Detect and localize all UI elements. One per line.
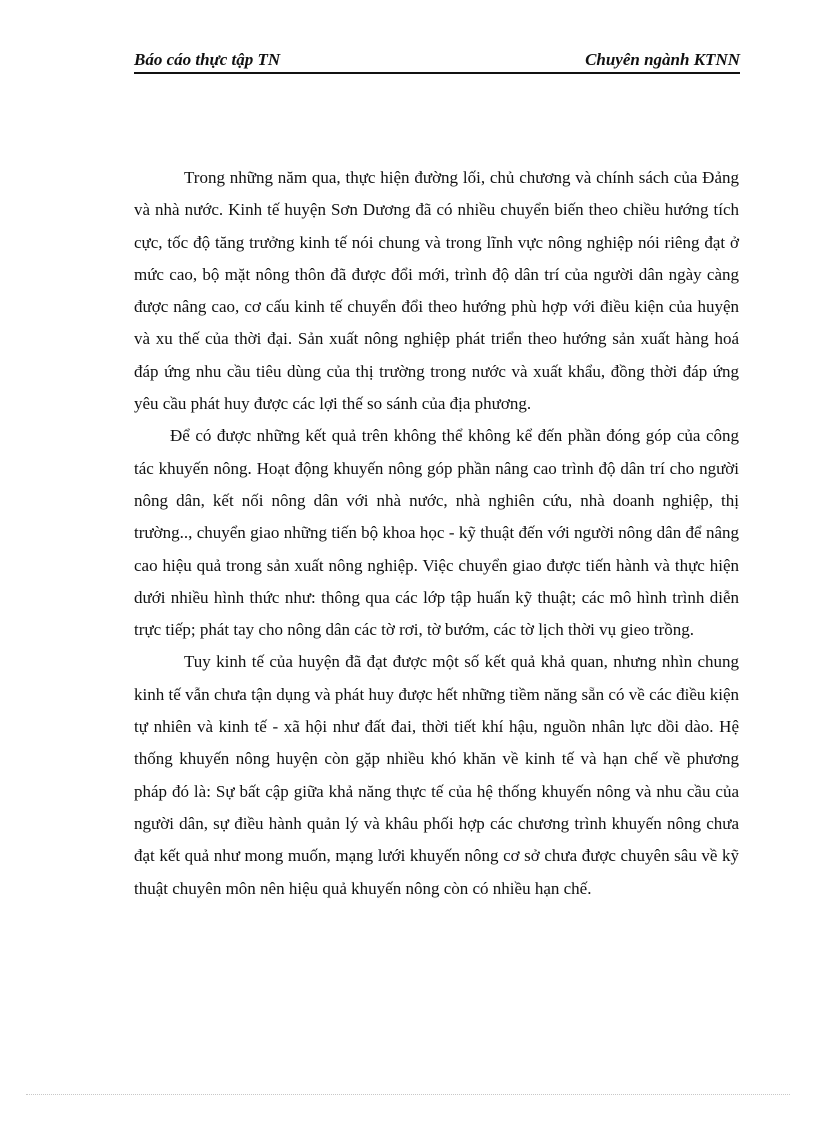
report-title: Báo cáo thực tập TN: [134, 50, 281, 69]
paragraph-1: Trong những năm qua, thực hiện đường lối, chủ chương và chính sách của Đảng và nhà nước. Kinh tế huyện Sơn Dương đã có nhiều chuyển biến theo chiều hướng tích cực, tốc độ tăng trưởng kinh tế nói chung và trong lĩnh vực nông nghiệp nói riêng đạt ở mức cao, bộ mặt nông thôn đã được đổi mới, trình độ dân trí của người dân ngày càng được nâng cao, cơ cấu kinh tế chuyển đổi theo hướng phù hợp với điều kiện của huyện và xu thế của thời đại. Sản xuất nông nghiệp phát triển theo hướng sản xuất hàng hoá đáp ứng nhu cầu tiêu dùng của thị trường trong nước và xuất khẩu, đồng thời đáp ứng yêu cầu phát huy được các lợi thế so sánh của địa phương.: [134, 168, 739, 414]
major-title: Chuyên ngành KTNN: [585, 50, 740, 69]
footer-divider: [26, 1094, 790, 1095]
body-text: [134, 162, 739, 905]
page-header: [134, 50, 740, 74]
paragraph-2: Để có được những kết quả trên không thể không kể đến phần đóng góp của công tác khuyến nông. Hoạt động khuyến nông góp phần nâng cao trình độ dân trí cho người nông dân, kết nối nông dân với nhà nước, nhà nghiên cứu, nhà doanh nghiệp, thị trường.., chuyển giao những tiến bộ khoa học - kỹ thuật đến với người nông dân để nâng cao hiệu quả trong sản xuất nông nghiệp. Việc chuyển giao được tiến hành và thực hiện dưới nhiều hình thức như: thông qua các lớp tập huấn kỹ thuật; các mô hình trình diễn trực tiếp; phát tay cho nông dân các tờ rơi, tờ bướm, các tờ lịch thời vụ gieo trồng.: [134, 426, 739, 640]
paragraph-3: Tuy kinh tế của huyện đã đạt được một số kết quả khả quan, nhưng nhìn chung kinh tế vẫn chưa tận dụng và phát huy được hết những tiềm năng sẵn có về các điều kiện tự nhiên và kinh tế - xã hội như đất đai, thời tiết khí hậu, nguồn nhân lực dồi dào. Hệ thống khuyến nông huyện còn gặp nhiều khó khăn về kinh tế và hạn chế về phương pháp đó là: Sự bất cập giữa khả năng thực tế của hệ thống khuyến nông và nhu cầu của người dân, sự điều hành quản lý và khâu phối hợp các chương trình khuyến nông chưa đạt kết quả như mong muốn, mạng lưới khuyến nông cơ sở chưa được chuyên sâu về kỹ thuật chuyên môn nên hiệu quả khuyến nông còn có nhiều hạn chế.: [134, 652, 739, 898]
